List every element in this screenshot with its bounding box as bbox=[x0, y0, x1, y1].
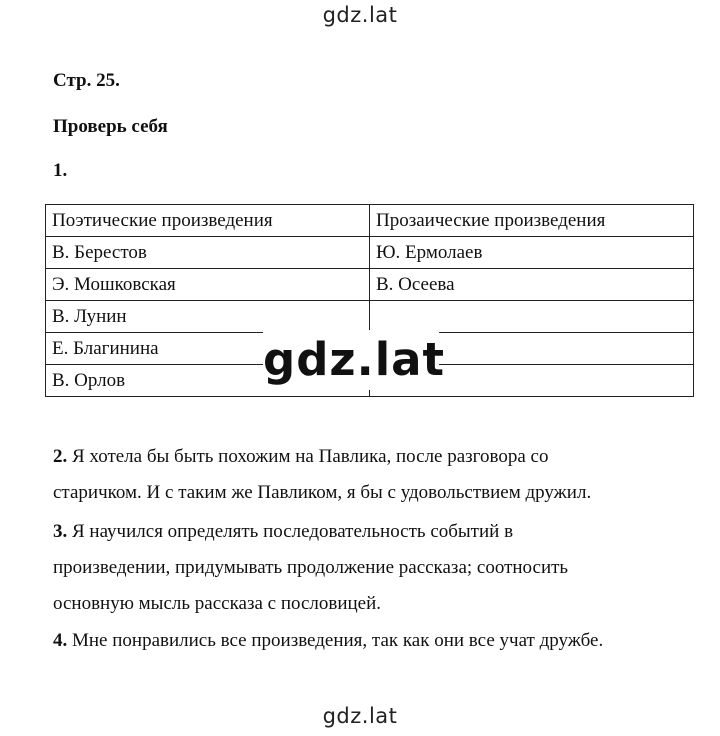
table-cell-poetic: В. Орлов bbox=[46, 365, 370, 397]
answer-3-line-3: основную мысль рассказа с пословицей. bbox=[53, 593, 382, 614]
table-row bbox=[46, 301, 694, 333]
answer-4 bbox=[53, 623, 683, 659]
answer-4-number: 4. bbox=[53, 630, 68, 651]
watermark-bottom: gdz.lat bbox=[322, 704, 398, 728]
answer-2 bbox=[53, 439, 683, 511]
table-cell-poetic: В. Лунин bbox=[46, 301, 370, 333]
answer-3 bbox=[53, 514, 683, 622]
task-1-number: 1. bbox=[53, 160, 68, 181]
watermark-top: gdz.lat bbox=[322, 3, 398, 27]
answer-2-line-1: Я хотела бы быть похожим на Павлика, после разговора со bbox=[72, 446, 549, 467]
answer-2-line-2: старичком. И с таким же Павликом, я бы с удовольствием дружил. bbox=[53, 482, 592, 503]
table-cell-poetic: Э. Мошковская bbox=[46, 269, 370, 301]
table-cell-prose: Ю. Ермолаев bbox=[370, 237, 694, 269]
table-cell-poetic: Е. Благинина bbox=[46, 333, 370, 365]
section-title: Проверь себя bbox=[53, 116, 168, 137]
table-header-prose: Прозаические произведения bbox=[370, 205, 694, 237]
answer-3-line-2: произведении, придумывать продолжение рассказа; соотносить bbox=[53, 557, 569, 578]
table-row bbox=[46, 237, 694, 269]
answer-3-line-1: Я научился определять последовательность событий в bbox=[72, 521, 514, 542]
table-row bbox=[46, 269, 694, 301]
table-cell-prose bbox=[370, 301, 694, 333]
answer-2-number: 2. bbox=[53, 446, 68, 467]
table-cell-prose: В. Осеева bbox=[370, 269, 694, 301]
table-cell-poetic: В. Берестов bbox=[46, 237, 370, 269]
page-number-heading: Стр. 25. bbox=[53, 70, 120, 91]
watermark-center: gdz.lat bbox=[263, 330, 439, 390]
table-header-poetic: Поэтические произведения bbox=[46, 205, 370, 237]
table-header-row bbox=[46, 205, 694, 237]
answer-3-number: 3. bbox=[53, 521, 68, 542]
answer-4-line-1: Мне понравились все произведения, так как они все учат дружбе. bbox=[72, 630, 604, 651]
